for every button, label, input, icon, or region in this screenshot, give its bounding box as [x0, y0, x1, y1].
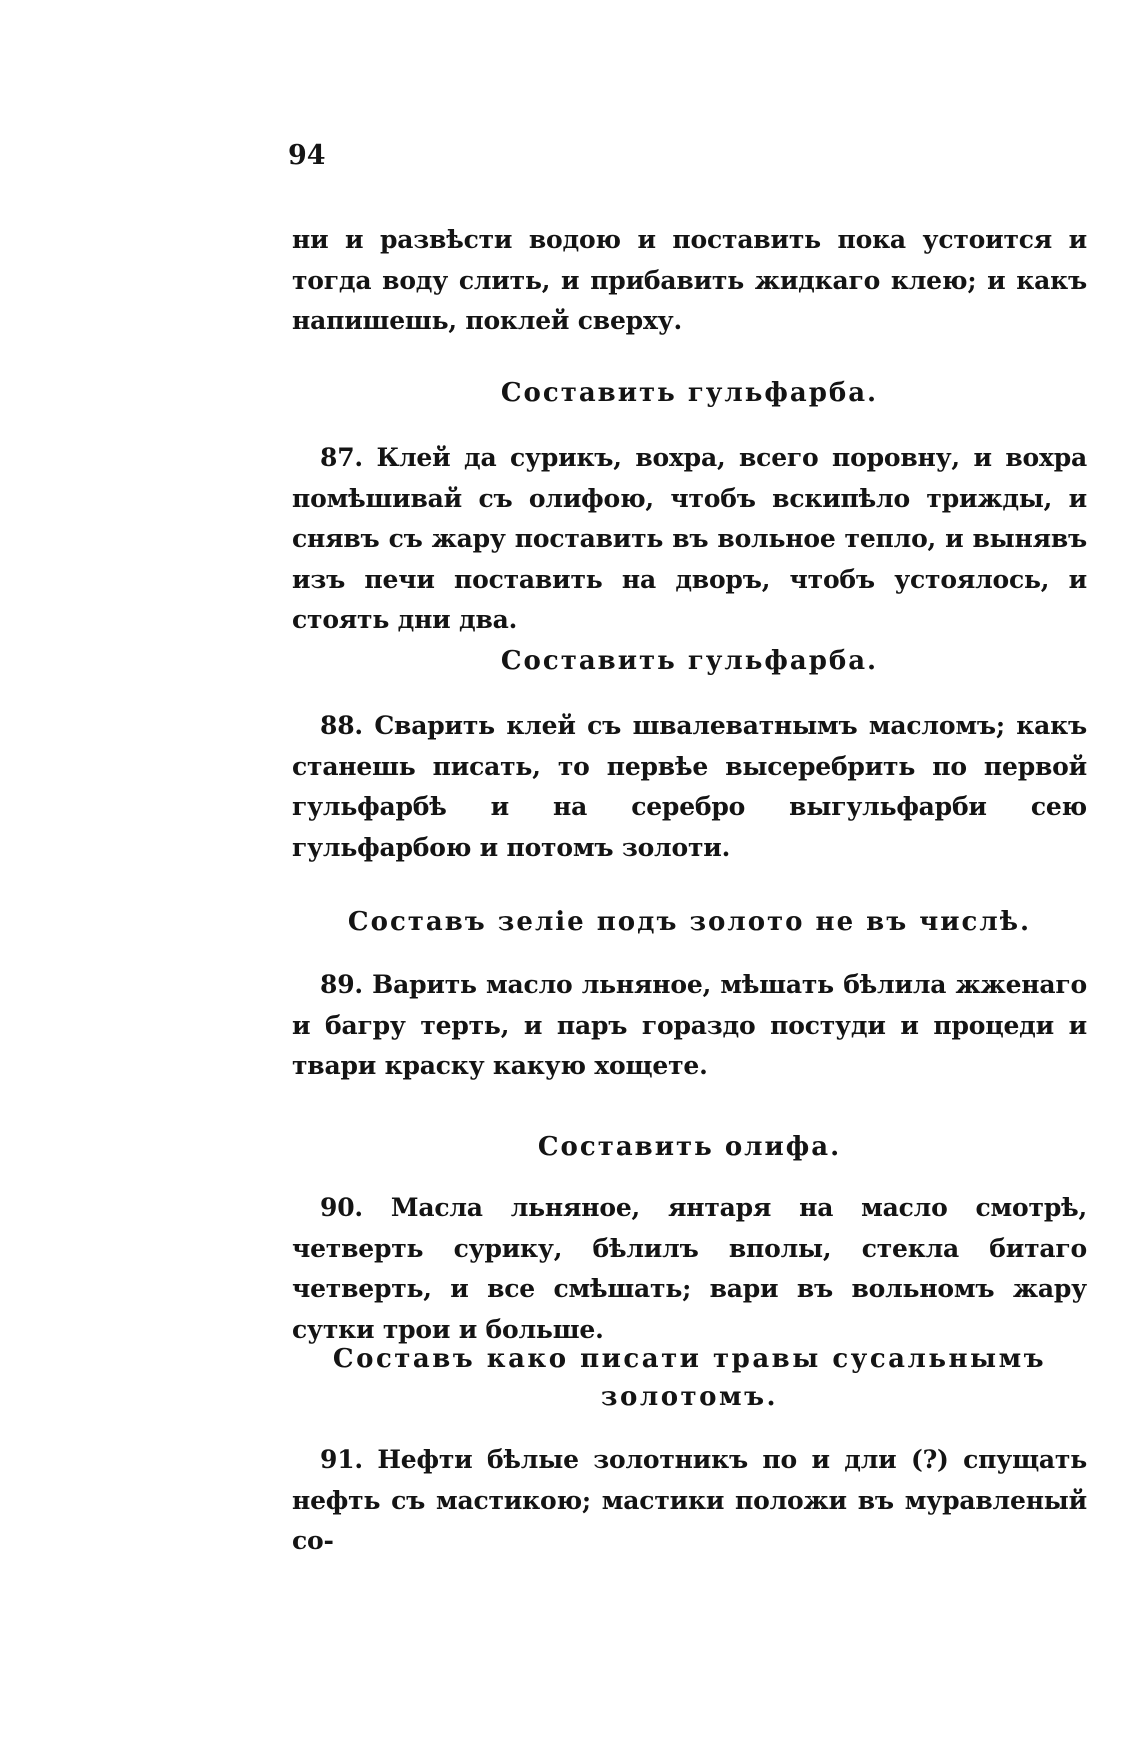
page-number: 94 [288, 140, 326, 171]
recipe-paragraph-89 [292, 965, 1087, 1087]
recipe-text-88: Сварить клей съ швалеватнымъ масломъ; какъ станешь писать, то первѣе высеребрить по первой гульфарбѣ и на серебро выгульфарби сею гульфарбою и потомъ золоти. [292, 711, 1087, 862]
recipe-paragraph-90 [292, 1188, 1087, 1350]
section-heading-88: Составить гульфарба. [500, 646, 879, 676]
section-heading-87: Составить гульфарба. [500, 378, 879, 408]
recipe-text-91: Нефти бѣлые золотникъ по и дли (?) спущать нефть съ мастикою; мастики положи въ муравленый со- [292, 1445, 1087, 1555]
recipe-paragraph-88 [292, 706, 1087, 868]
recipe-text-89: Варить масло льняное, мѣшать бѣлила жженаго и багру терть, и паръ гораздо постуди и процеди и твари краску какую хощете. [292, 970, 1087, 1080]
recipe-number-89: 89. [320, 970, 363, 999]
recipe-number-88: 88. [320, 711, 363, 740]
continuation-paragraph: ни и развѣсти водою и поставить пока устоится и тогда воду слить, и прибавить жидкаго клею; и какъ напишешь, поклей сверху. [292, 225, 1087, 335]
recipe-paragraph-87 [292, 438, 1087, 641]
recipe-number-90: 90. [320, 1193, 363, 1222]
recipe-text-87: Клей да сурикъ, вохра, всего поровну, и вохра помѣшивай съ олифою, чтобъ вскипѣло трижды, и снявъ съ жару поставить въ вольное тепло, и вынявъ изъ печи поставить на дворъ, чтобъ устоялось, и стоять дни два. [292, 443, 1087, 634]
recipe-number-91: 91. [320, 1445, 363, 1474]
recipe-text-90: Масла льняное, янтаря на масло смотрѣ, четверть сурику, бѣлилъ вполы, стекла битаго четверть, и все смѣшать; вари въ вольномъ жару сутки трои и больше. [292, 1193, 1087, 1344]
section-heading-91: Составъ како писати травы сусальнымъ золотомъ. [332, 1344, 1047, 1412]
section-heading-90: Составить олифа. [537, 1132, 842, 1162]
section-heading-89: Составъ зеліе подъ золото не въ числѣ. [347, 907, 1032, 937]
recipe-paragraph-91 [292, 1440, 1087, 1562]
recipe-number-87: 87. [320, 443, 363, 472]
